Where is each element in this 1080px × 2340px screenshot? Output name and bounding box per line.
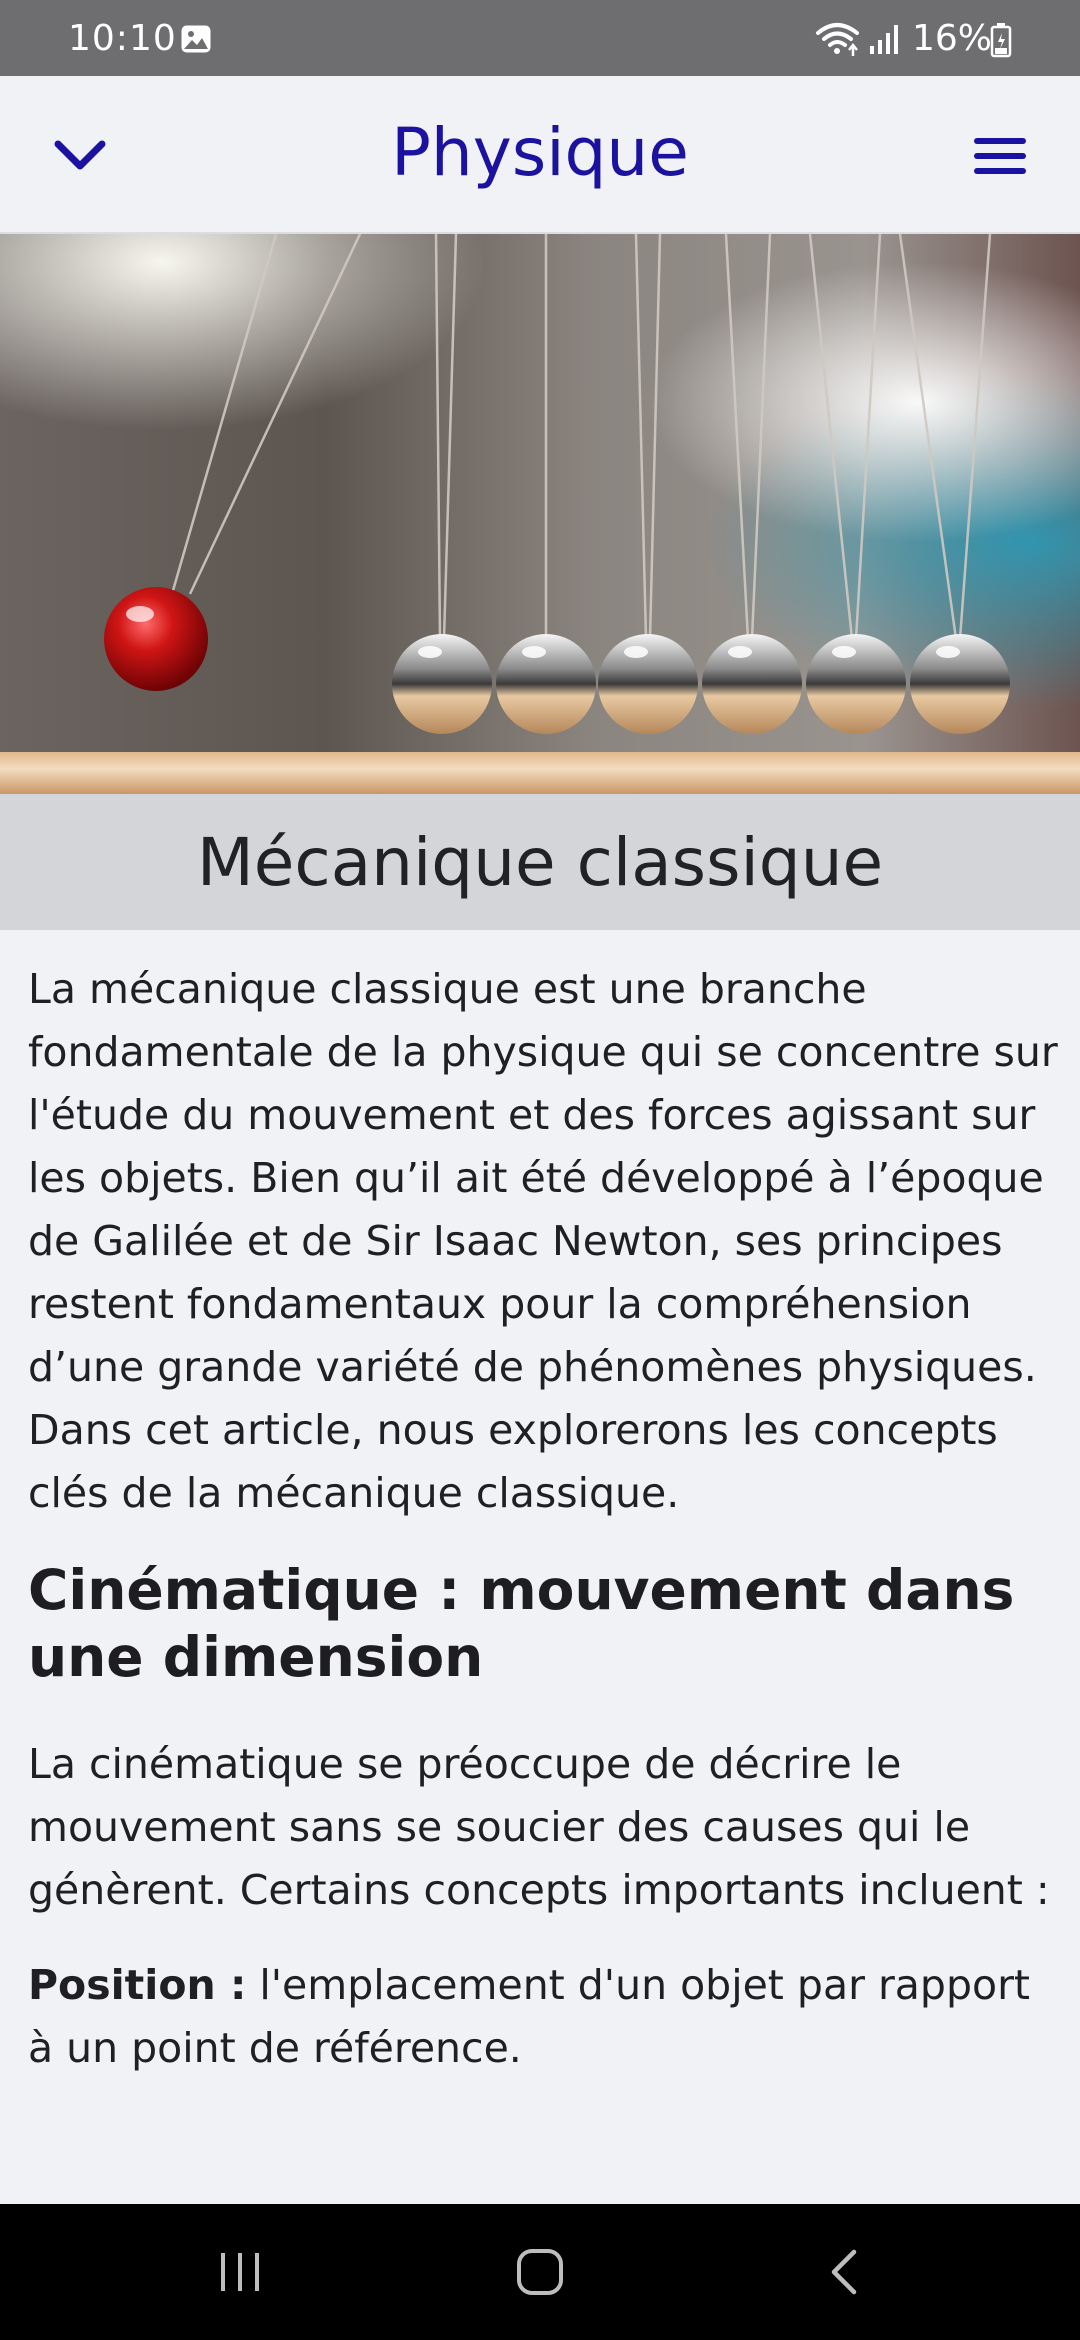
newtons-cradle-illustration: [0, 234, 1080, 794]
system-navigation-bar: [0, 2204, 1080, 2340]
hero-image: [0, 234, 1080, 794]
definition-text: l'emplacement d'un objet par rapport à un point de référence.: [28, 1961, 1031, 2072]
status-bar: [0, 0, 1080, 76]
battery-icon: [990, 22, 1012, 58]
page-title: Physique: [391, 114, 689, 191]
home-button[interactable]: [480, 2232, 600, 2312]
app-header: [0, 76, 1080, 234]
definition-term: Position :: [28, 1961, 247, 2009]
status-time: 10:10: [68, 18, 177, 59]
battery-percent: 16%: [912, 18, 993, 59]
recent-apps-button[interactable]: [180, 2232, 300, 2312]
wifi-icon: [815, 20, 863, 58]
definition-position: [28, 1954, 1058, 2080]
article-body: [28, 958, 1058, 2204]
section-header: [0, 794, 1080, 930]
recent-apps-icon: [215, 2249, 265, 2295]
signal-icon: [868, 22, 902, 56]
image-icon: [180, 24, 212, 54]
back-icon: [824, 2247, 864, 2297]
subheading-cinematique: Cinématique : mouvement dans une dimension: [28, 1558, 1015, 1689]
section-title: Mécanique classique: [196, 823, 884, 901]
hamburger-menu-icon: [972, 134, 1028, 178]
back-button[interactable]: [784, 2232, 904, 2312]
menu-button[interactable]: [962, 120, 1038, 192]
intro-paragraph: La mécanique classique est une branche fondamentale de la physique qui se concentre sur l'étude du mouvement et des forces agissant sur les objets. Bien qu’il ait été développé à l’époque de Galilée et de Sir Isaac Newton, ses principes restent fondamentaux pour la compréhension d’une grande variété de phénomènes physiques. Dans cet article, nous explorerons les concepts clés de la mécanique classique.: [28, 965, 1058, 1517]
home-icon: [515, 2247, 565, 2297]
cinematique-paragraph: La cinématique se préoccupe de décrire le mouvement sans se soucier des causes qui le génèrent. Certains concepts importants incluent :: [28, 1740, 1050, 1914]
